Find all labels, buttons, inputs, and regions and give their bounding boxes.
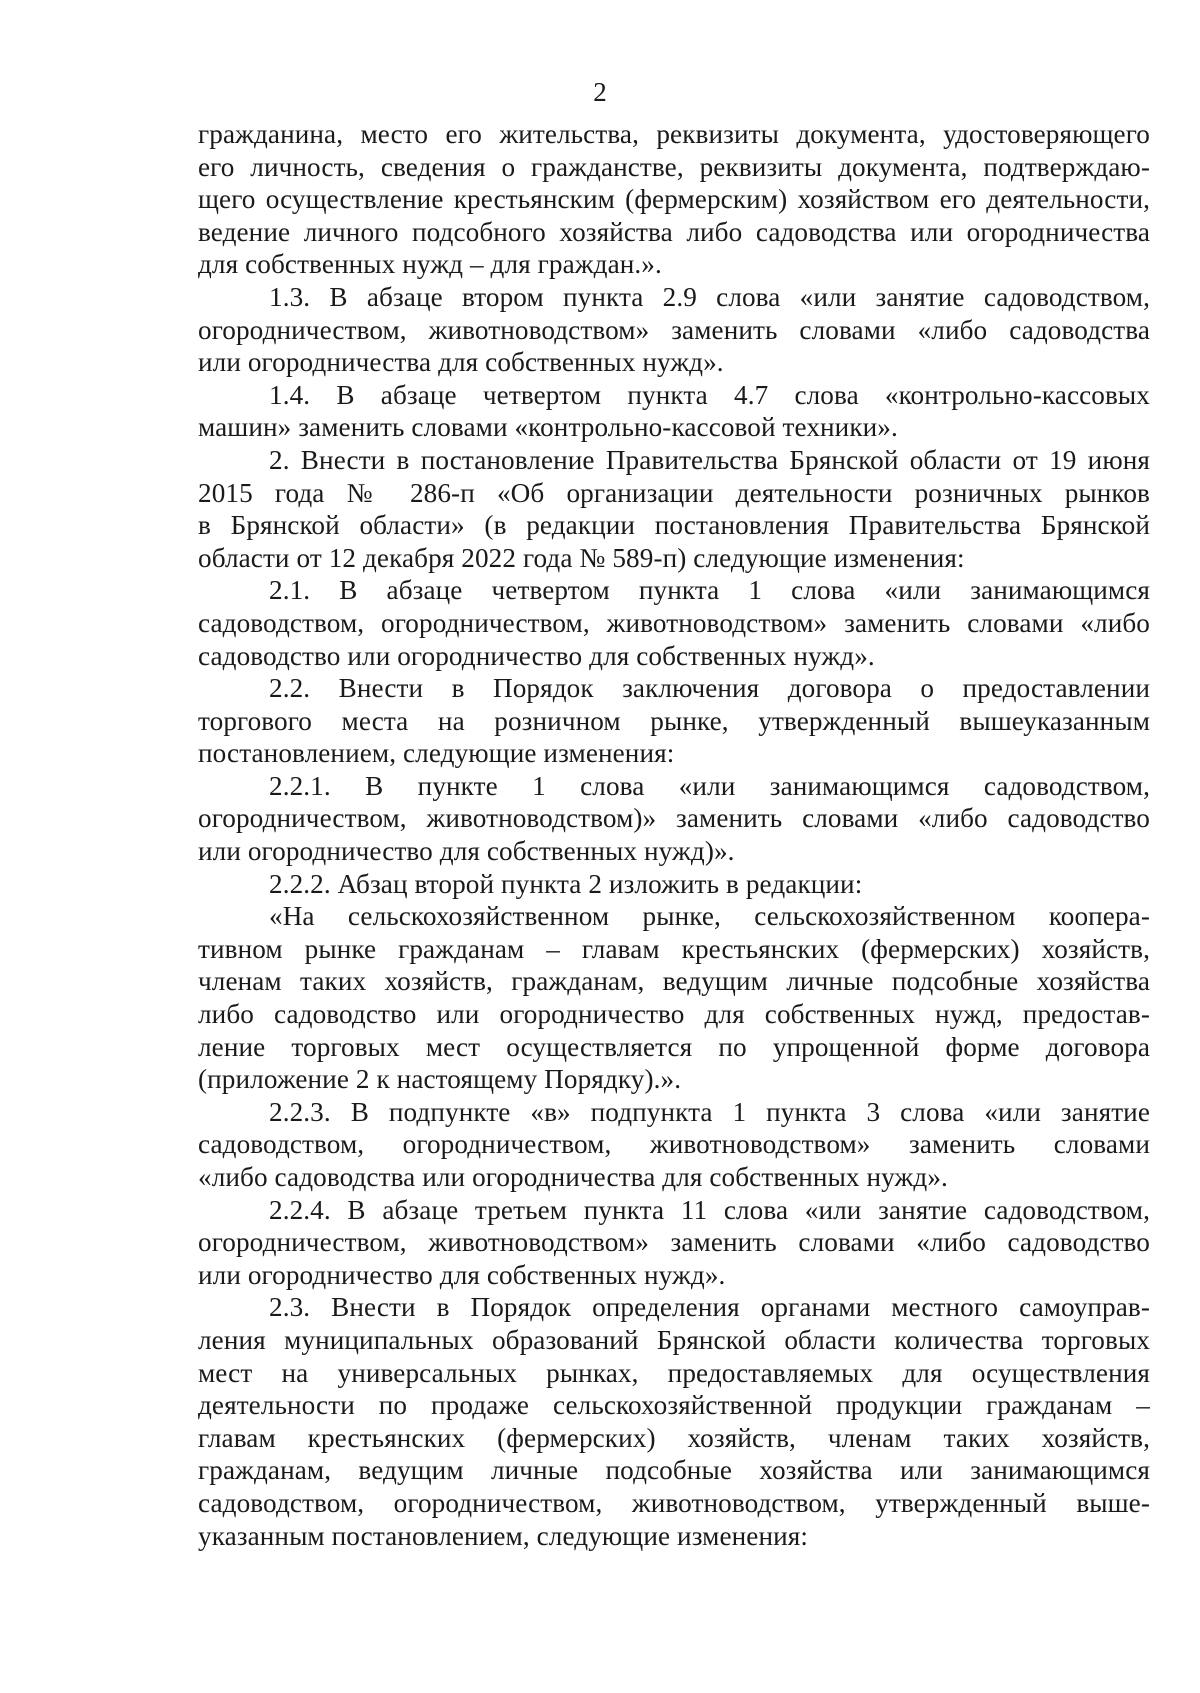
text-line: гражданам, ведущим личные подсобные хозяйства или занимающимся — [198, 1455, 1150, 1486]
text-line: членам таких хозяйств, гражданам, ведущим личные подсобные хозяйства — [198, 966, 1150, 997]
text-line: для собственных нужд – для граждан.». — [198, 249, 662, 280]
text-line: ведение личного подсобного хозяйства либо садоводства или огородничества — [198, 216, 1150, 247]
text-line: садоводством, огородничеством, животноводством» заменить словами «либо — [198, 607, 1150, 638]
text-line: садоводством, огородничеством, животноводством, утвержденный выше- — [198, 1487, 1150, 1518]
text-line: 2. Внести в постановление Правительства Брянской области от 19 июня — [269, 444, 1150, 475]
paragraph — [198, 444, 1150, 574]
paragraph — [198, 281, 1150, 379]
text-line: указанным постановлением, следующие изменения: — [198, 1520, 808, 1551]
text-line: деятельности по продаже сельскохозяйственной продукции гражданам – — [198, 1390, 1150, 1421]
paragraph — [198, 574, 1150, 672]
text-line: машин» заменить словами «контрольно-кассовой техники». — [198, 412, 898, 443]
paragraph — [198, 1194, 1150, 1292]
text-line: или огородничество для собственных нужд». — [198, 1259, 726, 1290]
text-line: огородничеством, животноводством» заменить словами «либо садоводство — [198, 1227, 1150, 1258]
text-line: мест на универсальных рынках, предоставляемых для осуществления — [198, 1357, 1150, 1388]
text-line: 2.1. В абзаце четвертом пункта 1 слова «или занимающимся — [269, 575, 1150, 606]
text-line: постановлением, следующие изменения: — [198, 738, 675, 769]
paragraph — [198, 1096, 1150, 1194]
text-line: щего осуществление крестьянским (фермерским) хозяйством его деятельности, — [198, 184, 1150, 215]
text-line: 1.3. В абзаце втором пункта 2.9 слова «или занятие садоводством, — [269, 281, 1150, 312]
document-body — [198, 118, 1150, 1552]
text-line: его личность, сведения о гражданстве, реквизиты документа, подтверждаю- — [198, 151, 1150, 182]
paragraph — [198, 900, 1150, 1096]
text-line: или огородничества для собственных нужд». — [198, 347, 724, 378]
text-line: или огородничество для собственных нужд)». — [198, 836, 735, 867]
text-line: садоводством, огородничеством, животноводством» заменить словами — [198, 1129, 1150, 1160]
paragraph — [198, 868, 1150, 901]
text-line: садоводство или огородничество для собственных нужд». — [198, 640, 875, 671]
text-line: 2.2. Внести в Порядок заключения договора о предоставлении — [269, 673, 1150, 704]
text-line: 2.2.1. В пункте 1 слова «или занимающимся садоводством, — [269, 770, 1150, 801]
text-line: (приложение 2 к настоящему Порядку).». — [198, 1064, 682, 1095]
text-line: тивном рынке гражданам – главам крестьянских (фермерских) хозяйств, — [198, 933, 1150, 964]
text-line: 2.2.4. В абзаце третьем пункта 11 слова «или занятие садоводством, — [269, 1194, 1150, 1225]
paragraph — [198, 1291, 1150, 1552]
paragraph — [198, 770, 1150, 868]
text-line: 2.2.3. В подпункте «в» подпункта 1 пункта 3 слова «или занятие — [269, 1096, 1150, 1127]
text-line: ление торговых мест осуществляется по упрощенной форме договора — [198, 1031, 1150, 1062]
text-line: 2.3. Внести в Порядок определения органами местного самоуправ- — [269, 1292, 1150, 1323]
text-line: ления муниципальных образований Брянской области количества торговых — [198, 1324, 1150, 1355]
text-line: гражданина, место его жительства, реквизиты документа, удостоверяющего — [198, 119, 1150, 149]
text-line: 1.4. В абзаце четвертом пункта 4.7 слова «контрольно-кассовых — [269, 379, 1150, 410]
text-line: торгового места на розничном рынке, утвержденный вышеуказанным — [198, 705, 1150, 736]
text-line: области от 12 декабря 2022 года № 589-п) следующие изменения: — [198, 542, 965, 573]
paragraph — [198, 379, 1150, 444]
paragraph — [198, 672, 1150, 770]
text-line: 2015 года № 286-п «Об организации деятельности розничных рынков — [198, 477, 1150, 508]
text-line: «либо садоводства или огородничества для собственных нужд». — [198, 1162, 948, 1192]
text-line: огородничеством, животноводством» заменить словами «либо садоводства — [198, 314, 1150, 345]
text-line: в Брянской области» (в редакции постановления Правительства Брянской — [198, 510, 1150, 541]
text-line: «На сельскохозяйственном рынке, сельскохозяйственном коопера- — [269, 901, 1150, 932]
paragraph — [198, 118, 1150, 281]
text-line: огородничеством, животноводством)» заменить словами «либо садоводство — [198, 803, 1150, 834]
text-line: главам крестьянских (фермерских) хозяйств, членам таких хозяйств, — [198, 1422, 1150, 1453]
text-line: 2.2.2. Абзац второй пункта 2 изложить в редакции: — [269, 868, 863, 899]
text-line: либо садоводство или огородничество для собственных нужд, предостав- — [198, 999, 1150, 1030]
page-number: 2 — [593, 77, 607, 107]
